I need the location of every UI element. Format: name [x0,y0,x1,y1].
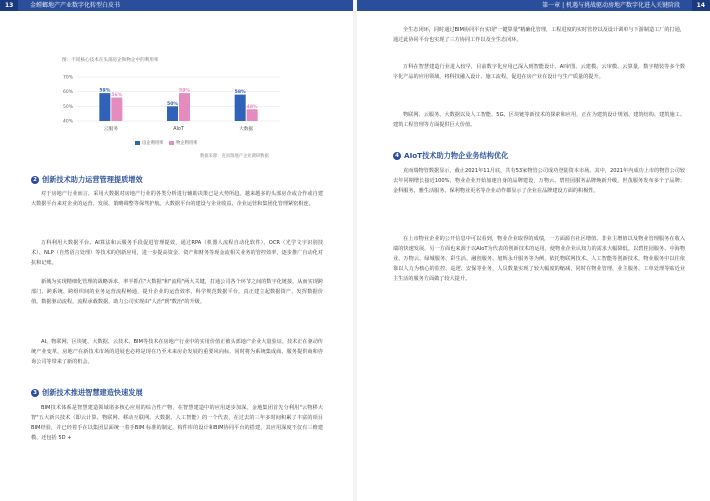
section-2-heading [31,175,143,185]
running-title: 金螳螂地产产业数字化转型白皮书 [30,2,121,9]
legend-swatch-property [169,141,174,145]
section-4-number: 4 [393,152,401,160]
right-page [357,0,710,501]
y-tick-label: 40% [62,119,73,125]
page-number: 14 [692,0,710,11]
section-3-heading [31,388,143,398]
right-header [357,0,710,11]
running-title: 第一章 | 机遇与挑战驱动房地产数字化进入关键阶段 [542,2,680,9]
section-2-paragraph-3: 新城为实现精细化管理的战略诉求，率半抓住"大数据"和"流程"两大关键，打通公司各个环节之间的数字化链接。从而实现跨部门、跨系统、跨组织间的业务运营流程畅通，提升企业的运营效率。科学规范数据平台，真正建立起数据资产，发挥数据价值。数据驱动流程，流程承载数据，助力公司实现由"人治"到"数治"的升级。 [31,279,323,305]
section-2-paragraph-1: 对于房地产行业而言，采用大数据对房地产行业的各类分析进行辅助决策已是大势所趋。越来越多的头部房企或合作或自建大数据平台来对企业的运营、发展、策略调整等保驾护航。大数据平台的建设与企业收益、企业运营和集团化管理紧密相连。 [31,191,323,207]
intro-paragraph-2: 万科在智慧建造行业进入较早，目前数字化应用已深入到智能设计、AI审图、云建模、云审模、云算量，数字精装等多个数字化产品的应用领域，将科技融入设计、施工流程，促进在房产业在设计与生产质量的提升。 [393,64,685,80]
y-tick-label: 50% [62,104,73,110]
data-label: 50% [167,101,178,107]
y-tick-label: 60% [62,90,73,96]
bar [111,98,122,121]
legend-swatch-house [135,141,140,145]
figure-source: 数据来源：克而瑞地产企业调研数据 [200,154,269,159]
bar-chart [55,71,285,141]
x-tick-label: 云服务 [103,127,119,132]
intro-paragraph-1: 全生态闭环，同时通过BIM协同平台实现"一键算量"精确化管理，工程进度的实时管控以及设计调单与下游制造工厂的打通，通过此协同平台也实现了三方协同工作以及全生态闭环。 [393,27,685,43]
intro-paragraph-3: 物联网、云服务、大数据以及人工智能、5G、区块链等新技术的探索和应用，正在为建筑设计规划、建筑结构、建筑施工、建筑工程管理等方面提供巨大价值。 [393,112,685,128]
bar [235,95,246,121]
section-2-title: 创新技术助力运营管理提质增效 [42,175,143,184]
x-tick-label: 大数据 [238,127,254,132]
left-page [0,0,353,501]
figure-caption: 图：不同核心技术在头部房企和物企中的利用率 [62,58,159,63]
left-header [0,0,353,11]
x-tick-label: AIoT [173,127,184,132]
section-4-paragraph-2: 在上市物业企业的公开信息中可以看到，物业企业取得的成绩，一方面源自社区增值、非业主增值以及物业管理服务在收入端的快速发展，另一方面也来源于以AIoT为代表的创新技术的运用，使物业企业认知力的需求大幅降低。以碧桂园服务、中海物业、万物云、绿城服务、彩生活、融创服务、旭辉永升服务等为例，依托物联网技术、人工智能等创新技术，物业服务中以往依靠以人力为核心的监控、巡逻、安保等业务，人员数量实现了较大幅度的缩减，同时在物业管理、业主服务、工单处理等贴近业主生活的服务方面做了较大提升。 [393,236,685,282]
data-label: 59% [179,88,190,94]
chart-legend [135,140,197,146]
section-3-title: 创新技术推进智慧建造快速发展 [42,388,143,397]
legend-label-property: 物企利用率 [175,141,198,146]
bar [99,93,110,121]
bar [247,109,258,121]
y-tick-label: 70% [62,75,73,81]
section-3-paragraph-1: BIM技术体系是智慧建造领域诸多核心应用的综合性产物，在智慧建造中的应用逐步加深。金地集团首先分利用"云物移大智"五大新兴技术（即云计算、物联网、移动互联网、大数据、人工智能）的一个代表，在过去的三年多时间积累了丰富的项目BIM经验，并已经着手在以集团层面统一着手BIM 标准的制定，构件库的设计和BIM协同平台的搭建，其应用深度不仅有三维建模、还包括 5D + [31,405,323,441]
data-label: 56% [111,93,123,99]
legend-label-house: 房企利用率 [142,141,164,146]
section-4-paragraph-1: 克而瑞物管数据显示，截止2021年11月底，共有53家物管公司成功登陆资本市场。其中，2021年内成功上市的物管公司较去年同期增长接近100%，物业企业开始加速自身的品牌建设，万物云、碧桂园服务品牌焕新升级，世茂服务发布多个子品牌；金科服务、雅生活服务、保利物业更名等企业动作都显示了企业在品牌建设方面的积极性。 [393,168,685,194]
data-label: 58% [234,90,246,96]
section-2-number: 2 [31,176,39,184]
section-2-paragraph-4: AI、物联网、区块链、大数据、云技术、BIM等技术在房地产行业中的实用价值正被头部地产企业大量验证。技术正在驱动传统产业变革，房地产在新技术市场的进展也必将是现在乃至未来房企发展的重要风向标，同时将为系统集成商、服务提供商和咨询公司等带来了新的机会。 [31,339,323,365]
data-label: 48% [246,104,258,110]
data-label: 59% [99,88,111,94]
page-number: 13 [0,0,18,11]
section-3-number: 3 [31,389,39,397]
bar [179,93,190,121]
section-2-paragraph-2: 万科利用大数据平台、AI算法和云服务手段促进管理提效，通过RPA（机器人流程自动化软件）、OCR（光学文字识别技术）、NLP（自然语言处理）等技术的创新应用，进一步提高资金、资产和财务等现金流相关业务的管控效率，逐步推广自动化对抗和记账。 [31,240,323,266]
section-4-title: AIoT技术助力物企业务结构优化 [404,151,509,160]
section-4-heading [393,151,508,161]
bar [167,106,178,121]
